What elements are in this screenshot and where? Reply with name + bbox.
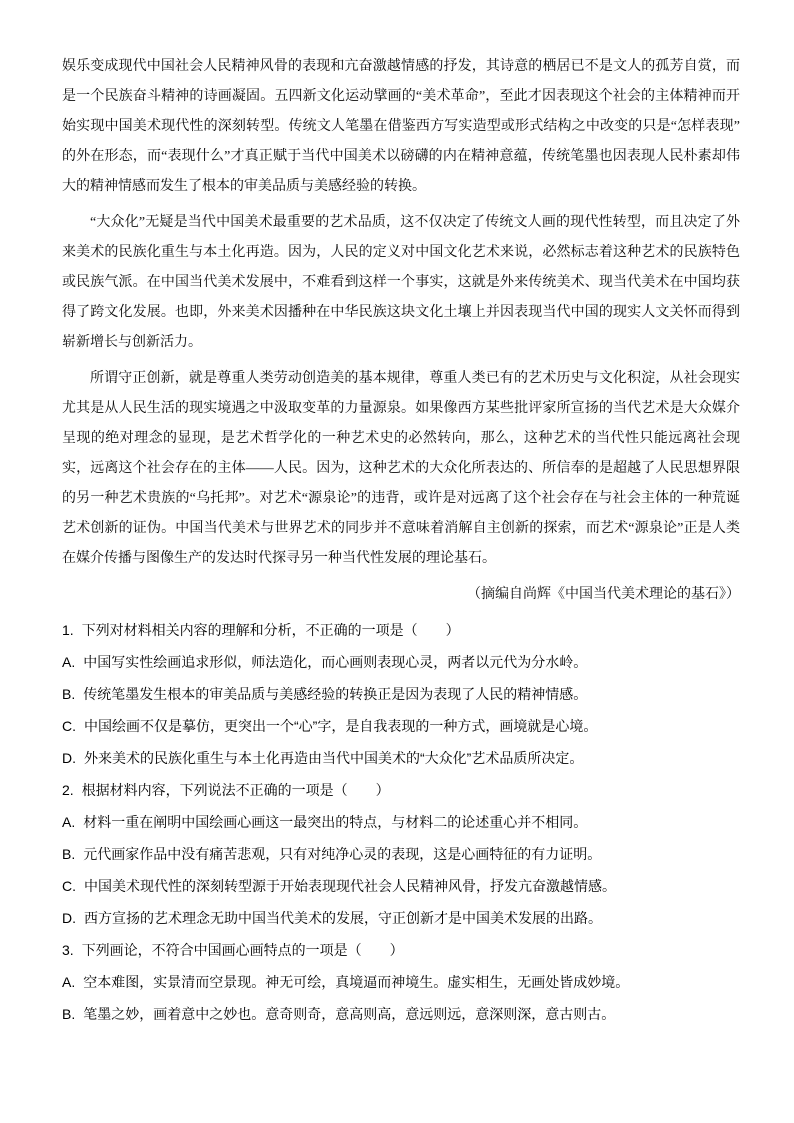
question-1-option-c	[62, 710, 740, 742]
question-2-option-b-text: 元代画家作品中没有痛苦悲观，只有对纯净心灵的表现，这是心画特征的有力证明。	[83, 846, 602, 862]
question-1-number: 1.	[62, 622, 74, 638]
question-2-option-a-label: A.	[62, 814, 76, 830]
question-3-stem	[62, 934, 740, 966]
question-2-option-c	[62, 870, 740, 902]
question-1-option-d-text: 外来美术的民族化重生与本土化再造由当代中国美术的“大众化”艺术品质所决定。	[84, 750, 584, 766]
question-1-stem	[62, 614, 740, 646]
question-2-option-b-label: B.	[62, 846, 76, 862]
question-1-option-a-label: A.	[62, 654, 76, 670]
question-1-option-a-text: 中国写实性绘画追求形似，师法造化，而心画则表现心灵，两者以元代为分水岭。	[83, 654, 588, 670]
question-2-option-a	[62, 806, 740, 838]
passage-paragraph-1: 娱乐变成现代中国社会人民精神风骨的表现和亢奋激越情感的抒发，其诗意的栖居已不是文人的孤芳自赏，而是一个民族奋斗精神的诗画凝固。五四新文化运动擘画的“美术革命”，至此才因表现这个社会的主体精神而开始实现中国美术现代性的深刻转型。传统文人笔墨在借鉴西方写实造型或形式结构之中改变的只是“怎样表现”的外在形态，而“表现什么”才真正赋于当代中国美术以磅礴的内在精神意蕴，传统笔墨也因表现人民朴素却伟大的精神情感而发生了根本的审美品质与美感经验的转换。	[62, 59, 740, 194]
question-2-option-d-text: 西方宣扬的艺术理念无助中国当代美术的发展，守正创新才是中国美术发展的出路。	[84, 910, 602, 926]
question-1-option-a	[62, 646, 740, 678]
question-2-stem-text: 根据材料内容，下列说法不正确的一项是（ ）	[81, 782, 390, 798]
passage-paragraph-3: 所谓守正创新，就是尊重人类劳动创造美的基本规律，尊重人类已有的艺术历史与文化积淀，从社会现实尤其是从人民生活的现实境遇之中汲取变革的力量源泉。如果像西方某些批评家所宣扬的当代艺术是大众媒介呈现的绝对理念的显现，是艺术哲学化的一种艺术史的必然转向，那么，这种艺术的当代性只能远离社会现实，远离这个社会存在的主体——人民。因为，这种艺术的大众化所表达的、所信奉的是超越了人民思想界限的另一种艺术贵族的“乌托邦”。对艺术“源泉论”的违背，或许是对远离了这个社会存在与社会主体的一种荒诞艺术创新的证伪。中国当代美术与世界艺术的同步并不意味着消解自主创新的探索，而艺术“源泉论”正是人类在媒介传播与图像生产的发达时代探寻另一种当代性发展的理论基石。	[62, 371, 740, 566]
question-1-option-d	[62, 742, 740, 774]
question-2-option-d	[62, 902, 740, 934]
question-3-stem-text: 下列画论，不符合中国画心画特点的一项是（ ）	[81, 942, 404, 958]
question-3-option-b-text: 笔墨之妙，画着意中之妙也。意奇则奇，意高则高，意远则远，意深则深，意古则古。	[83, 1006, 616, 1022]
question-2-option-a-text: 材料一重在阐明中国绘画心画这一最突出的特点，与材料二的论述重心并不相同。	[83, 814, 588, 830]
question-1	[62, 614, 740, 774]
question-3-option-a-text: 空本难图，实景清而空景现。神无可绘，真境逼而神境生。虚实相生，无画处皆成妙境。	[83, 974, 630, 990]
question-3-option-a-label: A.	[62, 974, 76, 990]
questions-section	[62, 614, 740, 1030]
passage-paragraph-2: “大众化”无疑是当代中国美术最重要的艺术品质，这不仅决定了传统文人画的现代性转型，而且决定了外来美术的民族化重生与本土化再造。因为，人民的定义对中国文化艺术来说，必然标志着这种艺术的民族特色或民族气派。在中国当代美术发展中，不难看到这样一个事实，这就是外来传统美术、现当代美术在中国均获得了跨文化发展。也即，外来美术因播种在中华民族这块文化土壤上并因表现当代中国的现实人文关怀而得到崭新增长与创新活力。	[62, 215, 740, 350]
reading-passage	[62, 52, 740, 610]
question-1-option-c-text: 中国绘画不仅是摹仿，更突出一个“心”字，是自我表现的一种方式，画境就是心境。	[84, 718, 598, 734]
question-3-option-b-label: B.	[62, 1006, 76, 1022]
question-2	[62, 774, 740, 934]
question-1-option-b-text: 传统笔墨发生根本的审美品质与美感经验的转换正是因为表现了人民的精神情感。	[83, 686, 588, 702]
question-3-option-b	[62, 998, 740, 1030]
question-3-number: 3.	[62, 942, 74, 958]
question-1-option-b-label: B.	[62, 686, 76, 702]
question-1-option-d-label: D.	[62, 750, 76, 766]
question-2-option-d-label: D.	[62, 910, 76, 926]
question-2-option-c-label: C.	[62, 878, 76, 894]
question-2-option-b	[62, 838, 740, 870]
question-3	[62, 934, 740, 1030]
question-2-number: 2.	[62, 782, 74, 798]
question-2-stem	[62, 774, 740, 806]
question-3-option-a	[62, 966, 740, 998]
question-1-option-c-label: C.	[62, 718, 76, 734]
question-1-option-b	[62, 678, 740, 710]
question-1-stem-text: 下列对材料相关内容的理解和分析，不正确的一项是（ ）	[81, 622, 460, 638]
question-2-option-c-text: 中国美术现代性的深刻转型源于开始表现现代社会人民精神风骨，抒发亢奋激越情感。	[84, 878, 616, 894]
passage-attribution: （摘编自尚辉《中国当代美术理论的基石》）	[467, 587, 740, 602]
